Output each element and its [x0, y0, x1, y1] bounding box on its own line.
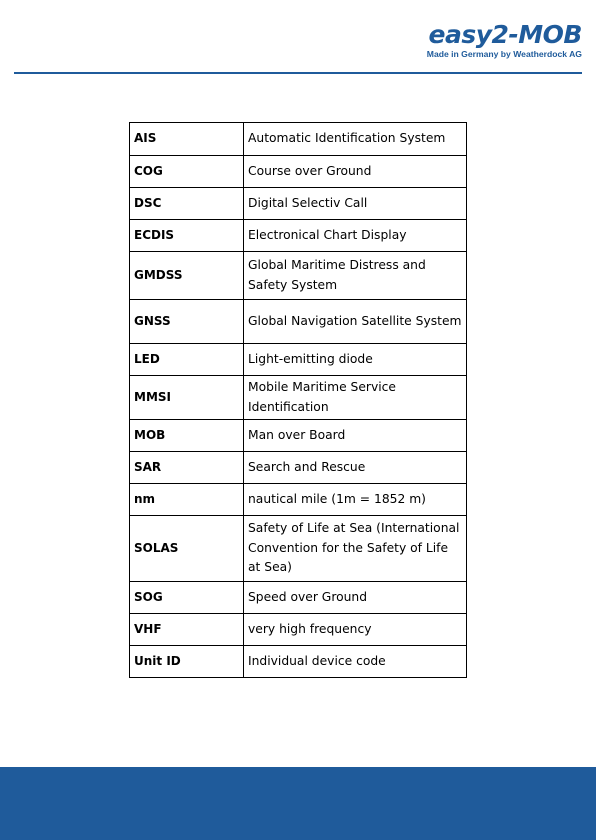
definition-cell: Individual device code — [244, 646, 467, 678]
table-row — [130, 484, 467, 516]
abbreviation-cell: ECDIS — [130, 220, 244, 252]
definition-cell: Automatic Identification System — [244, 123, 467, 156]
abbreviation-cell: MMSI — [130, 376, 244, 420]
abbreviation-cell: nm — [130, 484, 244, 516]
abbreviation-cell: SOLAS — [130, 516, 244, 582]
definition-cell: very high frequency — [244, 614, 467, 646]
abbreviation-cell: VHF — [130, 614, 244, 646]
abbreviation-cell: Unit ID — [130, 646, 244, 678]
definition-cell: Safety of Life at Sea (International Convention for the Safety of Life at Sea) — [244, 516, 467, 582]
table-row — [130, 646, 467, 678]
brand-logo — [427, 22, 582, 59]
abbreviation-cell: LED — [130, 344, 244, 376]
abbreviation-cell: SAR — [130, 452, 244, 484]
brand-tagline: Made in Germany by Weatherdock AG — [426, 49, 582, 59]
definition-cell: Man over Board — [244, 420, 467, 452]
table-row — [130, 516, 467, 582]
abbreviation-cell: SOG — [130, 582, 244, 614]
definition-cell: Speed over Ground — [244, 582, 467, 614]
abbreviation-cell: MOB — [130, 420, 244, 452]
definition-cell: Mobile Maritime Service Identification — [244, 376, 467, 420]
abbreviation-cell: COG — [130, 156, 244, 188]
table-row — [130, 582, 467, 614]
table-row — [130, 252, 467, 300]
definition-cell: Global Maritime Distress and Safety System — [244, 252, 467, 300]
definition-cell: Digital Selectiv Call — [244, 188, 467, 220]
glossary-body — [130, 123, 467, 678]
table-row — [130, 300, 467, 344]
definition-cell: Light-emitting diode — [244, 344, 467, 376]
header-divider — [14, 72, 582, 74]
table-row — [130, 220, 467, 252]
definition-cell: Electronical Chart Display — [244, 220, 467, 252]
abbreviation-cell: GMDSS — [130, 252, 244, 300]
glossary-table — [129, 122, 467, 678]
table-row — [130, 420, 467, 452]
table-row — [130, 614, 467, 646]
definition-cell: nautical mile (1m = 1852 m) — [244, 484, 467, 516]
table-row — [130, 376, 467, 420]
table-row — [130, 123, 467, 156]
definition-cell: Search and Rescue — [244, 452, 467, 484]
definition-cell: Course over Ground — [244, 156, 467, 188]
abbreviation-cell: GNSS — [130, 300, 244, 344]
definition-cell: Global Navigation Satellite System — [244, 300, 467, 344]
abbreviation-cell: AIS — [130, 123, 244, 156]
table-row — [130, 344, 467, 376]
table-row — [130, 156, 467, 188]
table-row — [130, 188, 467, 220]
footer-band — [0, 767, 596, 840]
brand-name: easy2-MOB — [428, 20, 582, 49]
table-row — [130, 452, 467, 484]
abbreviation-cell: DSC — [130, 188, 244, 220]
